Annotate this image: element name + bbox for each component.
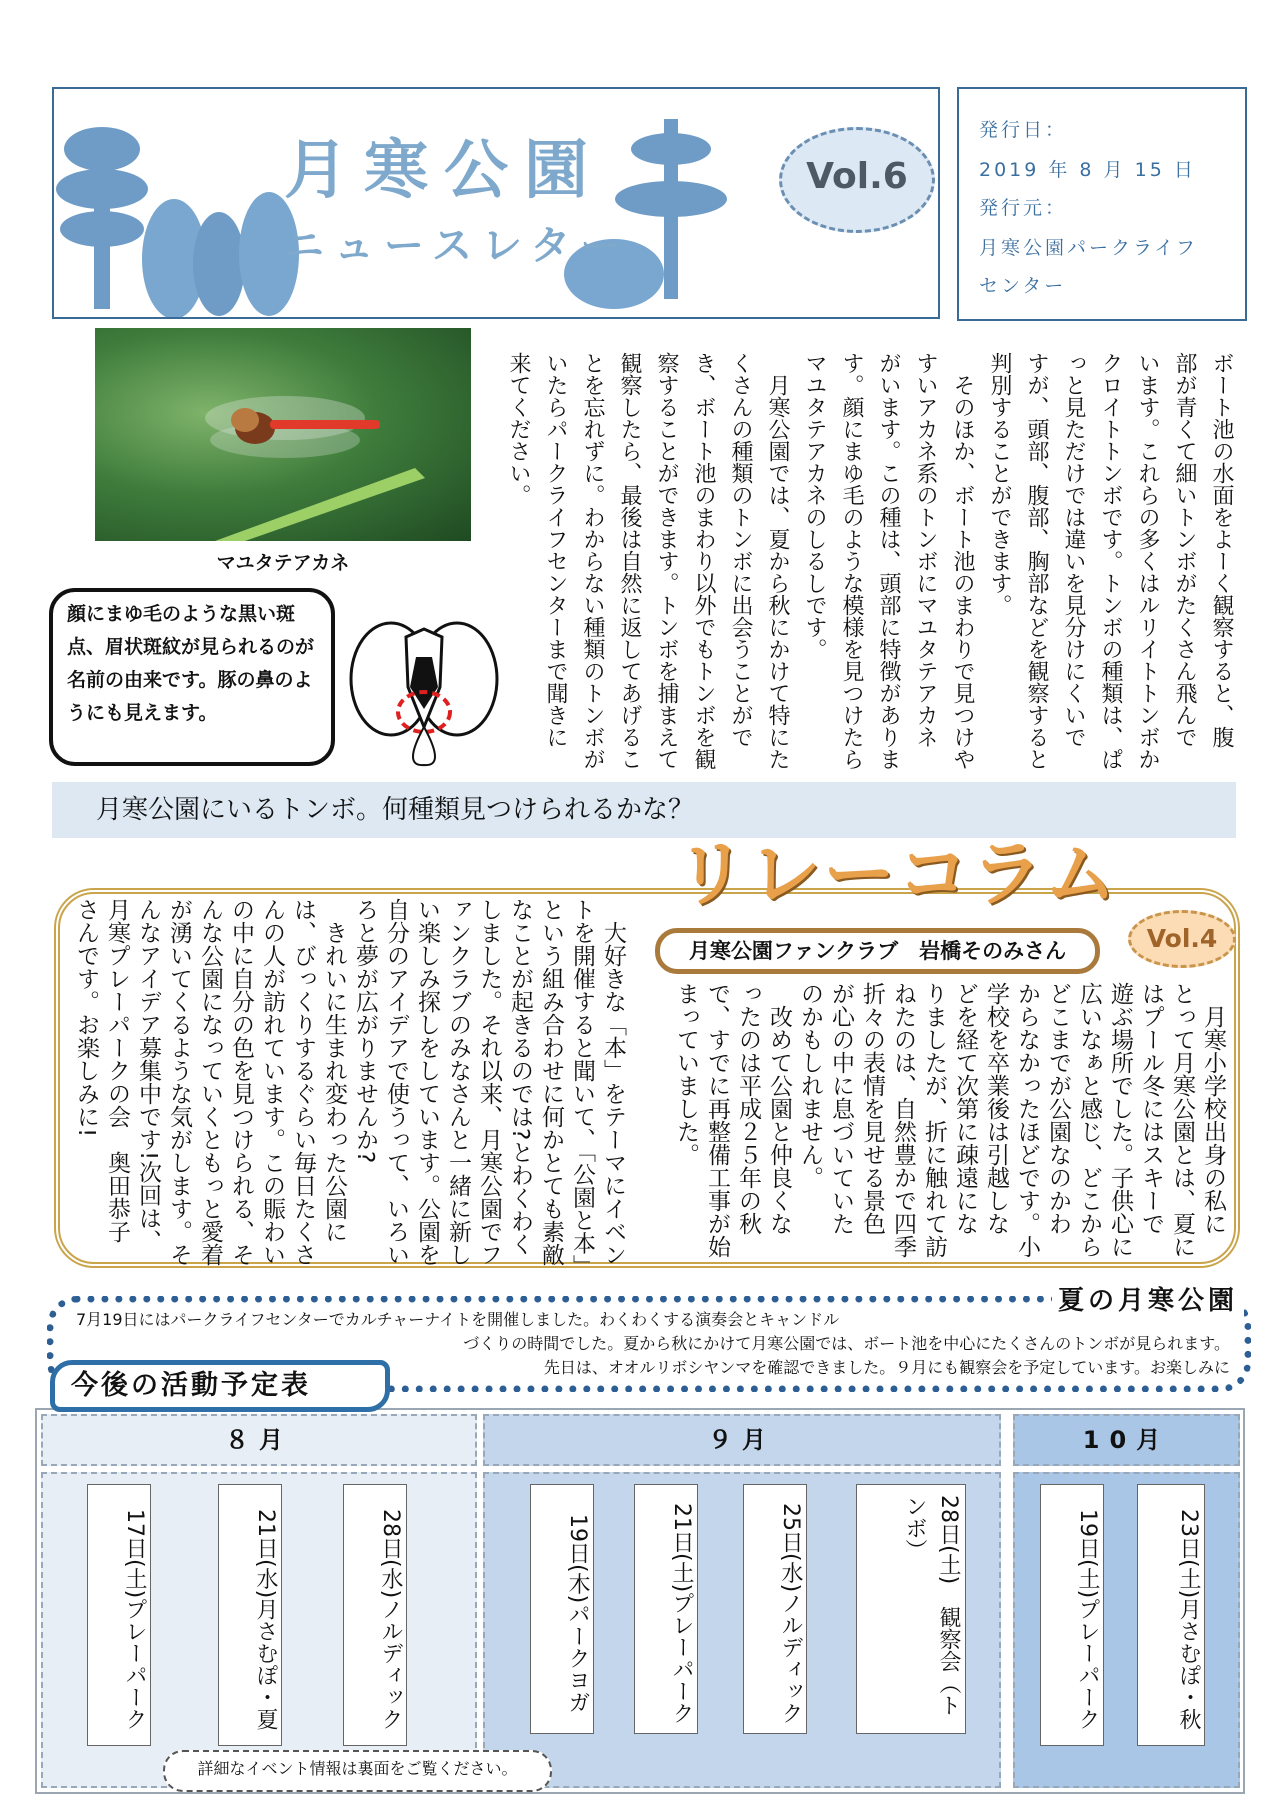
text-line: 遊ぶ場所でした。子供心に: [1107, 982, 1133, 1258]
text-line: 大好きな「本」をテーマにイベン: [600, 898, 626, 1266]
text-line: すいアカネ系のトンボにマユタテアカネ: [913, 352, 938, 748]
summer-line-1: 7月19日にはパークライフセンターでカルチャーナイトを開催しました。わくわくする演奏会とキャンドル: [76, 1310, 840, 1329]
text-line: 学校を卒業後は引越しな: [983, 982, 1009, 1235]
text-line: 広いなぁと感じ、どこから: [1076, 982, 1102, 1258]
text-line: 察することができます。トンボを捕まえて: [654, 352, 679, 770]
relay-text-right: [670, 982, 1228, 1262]
text-line: は、びっくりするぐらい毎日たくさ: [290, 898, 316, 1266]
text-line: いたらパークライフセンターまで聞きに: [543, 352, 568, 748]
event-card: 23日(土)月さむぽ・秋: [1137, 1484, 1205, 1746]
event-card: 28日(水)ノルディック: [343, 1484, 407, 1746]
text-line: からなかったほどです。小: [1014, 982, 1040, 1258]
text-line: すが、頭部、腹部、胸部などを観察すると: [1024, 352, 1049, 770]
text-line: りましたが、折に触れて訪: [921, 982, 947, 1258]
text-line: 観察したら、最後は自然に返してあげるこ: [617, 352, 642, 770]
text-line: どこまでが公園なのかわ: [1045, 982, 1071, 1235]
text-line: っと見ただけでは違いを見分けにくいで: [1061, 352, 1086, 748]
volume-badge: Vol.6: [779, 127, 935, 233]
event-card: 21日(水)月さむぽ・夏: [218, 1484, 282, 1746]
text-line: 自分のアイデアで使うって、いろい: [383, 898, 409, 1266]
relay-author: 月寒公園ファンクラブ 岩橋そのみさん: [655, 928, 1100, 974]
month-header-aug: ８月: [41, 1414, 477, 1466]
relay-volume-badge: Vol.4: [1128, 910, 1236, 968]
text-line: ろと夢が広がりませんか?: [352, 898, 378, 1164]
info-bubble: 顔にまゆ毛のような黒い斑点、眉状斑紋が見られるのが名前の由来です。豚の鼻のようにも見えます。: [49, 588, 335, 766]
text-line: 部が青くて細いトンボがたくさん飛んで: [1172, 352, 1197, 748]
month-header-sep: ９月: [483, 1414, 1001, 1466]
relay-text-left: [70, 898, 628, 1278]
text-line: とを忘れずに。わからない種類のトンボが: [580, 352, 605, 770]
relay-title-text: リレーコラム: [675, 832, 1119, 916]
text-line: まっていました。: [673, 982, 699, 1166]
text-line: くさんの種類のトンボに出会うことがで: [728, 352, 753, 748]
event-card: 21日(土)プレーパーク: [634, 1484, 698, 1734]
text-line: マユタテアカネのしるしです。: [802, 352, 827, 660]
photo-caption: マユタテアカネ: [216, 552, 350, 574]
relay-column-title: [675, 830, 1135, 926]
section-banner: 月寒公園にいるトンボ。何種類見つけられるかな？: [52, 782, 1236, 838]
text-line: きれいに生まれ変わった公園に: [321, 898, 347, 1243]
text-line: さんです。お楽しみに!: [73, 898, 99, 1138]
newsletter-title: 月寒公園: [284, 134, 604, 208]
summer-line-2: づくりの時間でした。夏から秋にかけて月寒公園では、ボート池を中心にたくさんのトンボが見られます。: [463, 1334, 1230, 1353]
event-card: 28日(土) 観察会（トンボ）: [856, 1484, 966, 1734]
publisher-name: 月寒公園パークライフ: [979, 237, 1198, 259]
text-line: なことが起きるのでは?とわくわく: [507, 898, 533, 1256]
text-line: んなアイデア募集中です!次回は、: [135, 898, 161, 1253]
text-line: 月寒小学校出身の私に: [1200, 982, 1226, 1235]
text-line: す。顔にまゆ毛のような模様を見つけたら: [839, 352, 864, 770]
schedule-note: 詳細なイベント情報は裏面をご覧ください。: [163, 1750, 552, 1792]
text-line: が湧いてくるような気がします。そ: [166, 898, 192, 1266]
text-line: そのほか、ボート池のまわりで見つけや: [950, 352, 975, 770]
dragonfly-face-icon: [349, 617, 499, 769]
dragonfly-icon: [95, 328, 471, 541]
text-line: どを経て次第に疎遠にな: [952, 982, 978, 1235]
text-line: という組み合わせに何かとても素敵: [538, 898, 564, 1266]
text-line: ねたのは、自然豊かで四季: [890, 982, 916, 1258]
issue-date: 2019 年 8 月 15 日: [979, 159, 1196, 181]
article-body: [500, 352, 1240, 777]
text-line: ボート池の水面をよーく観察すると、腹: [1209, 352, 1234, 748]
text-line: んな公園になっていくともっと愛着: [197, 898, 223, 1266]
text-line: 折々の表情を見せる景色: [859, 982, 885, 1235]
text-line: 改めて公園と仲良くな: [766, 982, 792, 1235]
text-line: 月寒プレーパークの会 奥田恭子: [104, 898, 130, 1243]
text-line: が心の中に息づいていた: [828, 982, 854, 1235]
text-line: んの人が訪れています。この賑わい: [259, 898, 285, 1266]
text-line: の中に自分の色を見つけられる、そ: [228, 898, 254, 1266]
schedule-title: 今後の活動予定表: [50, 1360, 390, 1412]
event-card: 19日(木)パークヨガ: [530, 1484, 594, 1734]
text-line: しました。それ以来、月寒公園でフ: [476, 898, 502, 1266]
text-line: がいます。この種は、頭部に特徴がありま: [876, 352, 901, 770]
event-card: 17日(土)プレーパーク: [87, 1484, 151, 1746]
issue-date-label: 発行日：: [979, 119, 1068, 141]
publication-info: [957, 87, 1247, 321]
text-line: とって月寒公園とは、夏に: [1169, 982, 1195, 1258]
publisher-name-cont: センター: [979, 275, 1067, 297]
month-header-oct: 10月: [1013, 1414, 1240, 1466]
text-line: トを開催すると聞いて、「公園と本」: [569, 898, 595, 1278]
text-line: き、ボート池のまわり以外でもトンボを観: [691, 352, 716, 770]
text-line: 来てください。: [506, 352, 531, 506]
text-line: 月寒公園では、夏から秋にかけて特にた: [765, 352, 790, 770]
masthead: [52, 87, 940, 319]
text-line: います。これらの多くはルリイトトンボか: [1135, 352, 1160, 770]
summer-notice-title: 夏の月寒公園: [1052, 1280, 1244, 1317]
publisher-label: 発行元：: [979, 197, 1068, 219]
event-card: 19日(土)プレーパーク: [1040, 1484, 1104, 1746]
text-line: ったのは平成２５年の秋: [735, 982, 761, 1235]
text-line: 判別することができます。: [987, 352, 1012, 616]
text-line: はプール冬にはスキーで: [1138, 982, 1164, 1235]
event-card: 25日(水)ノルディック: [743, 1484, 807, 1734]
summer-line-3: 先日は、オオルリボシヤンマを確認できました。９月にも観察会を予定しています。お楽しみに: [543, 1358, 1230, 1377]
newsletter-subtitle: ニュースレター: [284, 223, 631, 269]
text-line: い楽しみ探しをしています。公園を: [414, 898, 440, 1266]
text-line: クロイトトンボです。トンボの種類は、ぱ: [1098, 352, 1123, 770]
text-line: ァンクラブのみなさんと一緒に新し: [445, 898, 471, 1266]
text-line: のかもしれません。: [797, 982, 823, 1189]
text-line: で、すでに再整備工事が始: [704, 982, 730, 1258]
dragonfly-photo: [95, 328, 471, 541]
